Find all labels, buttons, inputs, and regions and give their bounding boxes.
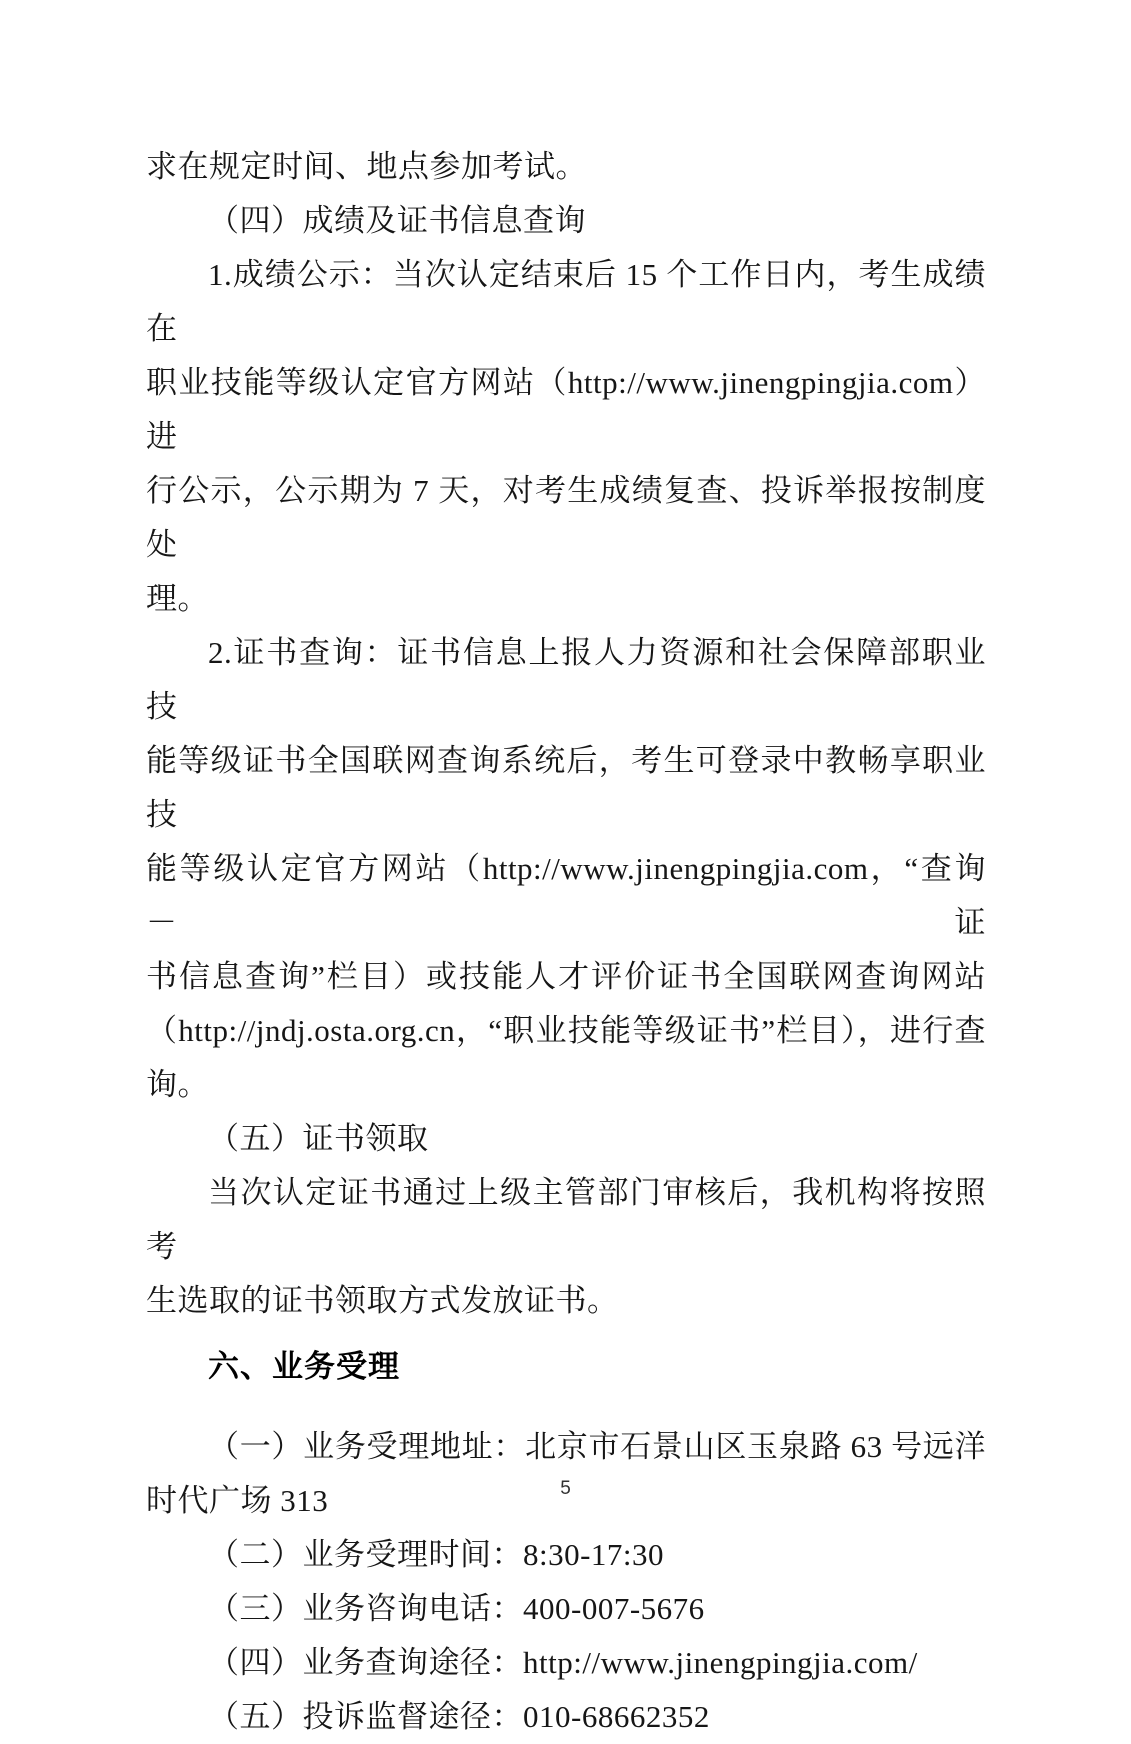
text-line: 时代广场 313 [146,1483,329,1518]
text-line: （一）业务受理地址：北京市石景山区玉泉路 63 号远洋 [208,1429,986,1464]
text-line: 1.成绩公示：当次认定结束后 15 个工作日内，考生成绩在 [146,257,986,346]
text-line: 当次认定证书通过上级主管部门审核后，我机构将按照考 [146,1175,986,1264]
section-heading: 六、业务受理 [208,1349,400,1384]
text-line: 询。 [146,1067,209,1102]
text-line: （四）成绩及证书信息查询 [208,203,586,238]
text-line: （五）证书领取 [208,1121,429,1156]
text-line: （三）业务咨询电话：400-007-5676 [208,1591,705,1626]
text-line: 生选取的证书领取方式发放证书。 [146,1283,619,1318]
text-line: 能等级证书全国联网查询系统后，考生可登录中教畅享职业技 [146,743,986,832]
text-line: 能等级认定官方网站（http://www.jinengpingjia.com，“查询－证 [146,851,986,940]
text-line: 职业技能等级认定官方网站（http://www.jinengpingjia.com）进 [146,365,986,454]
text-line: 求在规定时间、地点参加考试。 [146,149,587,184]
text-line: 理。 [146,581,209,616]
text-line: （四）业务查询途径：http://www.jinengpingjia.com/ [208,1645,918,1680]
text-line: 行公示，公示期为 7 天，对考生成绩复查、投诉举报按制度处 [146,473,986,562]
page-number: 5 [560,1478,571,1499]
text-line: 2.证书查询：证书信息上报人力资源和社会保障部职业技 [146,635,986,724]
text-line: 书信息查询”栏目）或技能人才评价证书全国联网查询网站 [146,959,986,994]
document-body [146,140,986,1744]
text-line: （二）业务受理时间：8:30-17:30 [208,1537,665,1572]
text-line: （http://jndj.osta.org.cn，“职业技能等级证书”栏目），进行查 [146,1013,986,1048]
text-line: （五）投诉监督途径：010-68662352 [208,1699,710,1734]
